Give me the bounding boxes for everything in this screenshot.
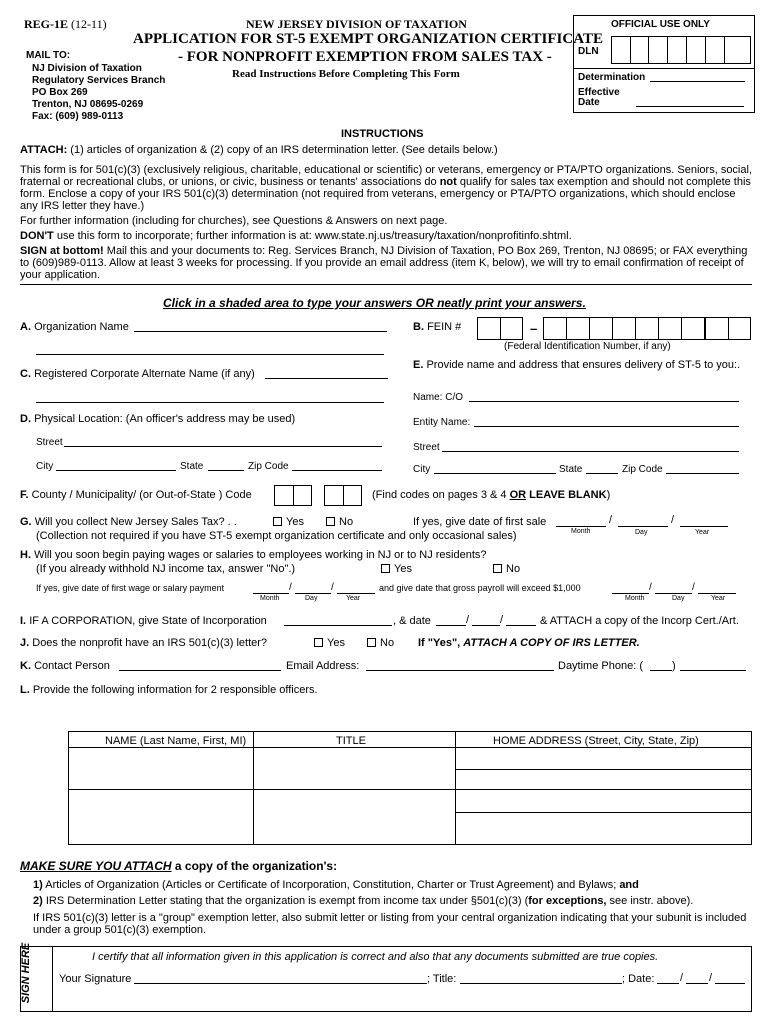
field-b-text: FEIN # [427, 321, 462, 333]
payroll-month[interactable] [612, 593, 649, 594]
field-k-label [20, 660, 110, 672]
date-slash: / [466, 614, 470, 626]
sign-text: Mail this and your documents to: Reg. Services Branch, NJ Division of Taxation, PO Box 269, Trenton, NJ 08695; or FAX everything to (609)989-0113. Allow at least 3 weeks for processing. If you provide an email address (item K, below), we will try to email confirmation of receipt of your application. [20, 245, 748, 281]
f-note-leave-blank: LEAVE BLANK [526, 489, 607, 501]
date-slash: / [709, 972, 713, 984]
sign-here-label: SIGN HERE [20, 942, 32, 1004]
mail-line: Fax: (609) 989-0113 [32, 111, 124, 122]
official-use-title: OFFICIAL USE ONLY [611, 19, 710, 30]
dln-divider [630, 36, 631, 64]
item-number: 2) [33, 895, 43, 907]
payroll-year[interactable] [698, 593, 736, 594]
i-attach-label: & ATTACH a copy of the Incorp Cert./Art. [540, 615, 739, 627]
contact-person-field[interactable] [119, 670, 281, 671]
field-letter: K. [20, 660, 31, 672]
mail-address [32, 63, 165, 123]
fein-divider [635, 317, 636, 340]
effective-date-line [636, 106, 744, 107]
click-instruction: Click in a shaded area to type your answers OR neatly print your answers. [163, 296, 586, 310]
physical-zip-field[interactable] [292, 470, 382, 471]
attach-instruction [20, 144, 752, 156]
dln-divider [648, 36, 649, 64]
sign-label: SIGN at bottom! [20, 245, 104, 257]
payroll-day[interactable] [655, 593, 692, 594]
attach-heading [20, 859, 337, 873]
yes-label: Yes [286, 516, 304, 528]
yes-label: Yes [394, 563, 412, 575]
officer-2-name-cell[interactable] [70, 791, 252, 843]
mail-line: PO Box 269 [32, 87, 88, 98]
f-note-text: (Find codes on pages 3 & 4 [372, 489, 510, 501]
state-of-incorporation-field[interactable] [284, 625, 392, 626]
yes-label: Yes [327, 637, 345, 649]
signature-field[interactable] [134, 983, 427, 984]
municipality-divider [343, 485, 344, 506]
officer-2-title-cell[interactable] [255, 791, 454, 843]
item-1-and: and [619, 879, 639, 891]
attach-heading-rest: a copy of the organization's: [171, 859, 338, 873]
j-yes-checkbox[interactable] [314, 638, 323, 647]
item-2-exceptions: for exceptions, [528, 895, 607, 907]
email-field[interactable] [366, 670, 554, 671]
first-wage-day[interactable] [295, 593, 331, 594]
g-no-checkbox[interactable] [326, 517, 335, 526]
fein-divider [500, 317, 501, 340]
physical-city-label: City [36, 461, 54, 472]
field-l-label [20, 684, 318, 696]
officer-1-title-cell[interactable] [255, 749, 454, 788]
field-letter: G. [20, 516, 32, 528]
attach-label: ATTACH: [20, 144, 68, 156]
mail-to-label: MAIL TO: [26, 50, 71, 61]
form-subtitle: - FOR NONPROFIT EXEMPTION FROM SALES TAX - [178, 49, 552, 65]
first-wage-month[interactable] [253, 593, 289, 594]
j-ifyes [418, 637, 640, 649]
j-no-option[interactable] [367, 637, 394, 649]
delivery-street-field[interactable] [442, 451, 739, 452]
field-e-text: Provide name and address that ensures delivery of ST-5 to you:. [426, 359, 741, 371]
field-f-label [20, 489, 252, 501]
field-f-note [372, 489, 610, 501]
officer-1-address-cell[interactable] [457, 749, 751, 788]
sign-month-field[interactable] [657, 983, 679, 984]
dont-text: use this form to incorporate; further information is at: www.state.nj.us/treasury/taxation/nonprofitinfo.shtml. [53, 230, 572, 242]
organization-name-field-2[interactable] [36, 354, 384, 355]
phone-label: Daytime Phone: ( [558, 660, 643, 672]
certify-statement: I certify that all information given in this application is correct and also that any documents submitted are true copies. [92, 951, 659, 963]
instructions-heading: INSTRUCTIONS [341, 128, 424, 140]
officers-row-rule [68, 789, 752, 790]
delivery-name-field[interactable] [469, 401, 739, 402]
sign-instruction [20, 245, 752, 281]
h-sub: (If you already withhold NJ income tax, answer "No".) [36, 563, 296, 575]
field-d-text: Physical Location: (An officer's address may be used) [34, 413, 296, 425]
year-caption: Year [695, 529, 710, 536]
eligibility-text-2: qualify for sales tax exemption and should not complete this form. Enclose a copy of your IRS 501(c)(3) determination (not required from veterans, emergency or PTA/PTO organizations, which should enclose any IRS letter they have.) [20, 176, 751, 212]
dln-divider [667, 36, 668, 64]
j-ifyes-text: If "Yes", [418, 637, 464, 649]
f-note-or: OR [509, 489, 527, 501]
day-caption: Day [635, 529, 648, 536]
g-note: (Collection not required if you have ST-5 exempt organization certificate and only occasional sales) [36, 530, 517, 542]
no-label: No [339, 516, 354, 528]
alternate-name-field[interactable] [265, 378, 388, 379]
mail-line: NJ Division of Taxation [32, 63, 142, 74]
physical-state-field[interactable] [208, 470, 244, 471]
fein-dash: – [530, 321, 538, 336]
field-g-label [20, 516, 237, 528]
entity-name-field[interactable] [474, 426, 739, 427]
field-l-text: Provide the following information for 2 responsible officers. [32, 684, 318, 696]
effective-text: Effective [578, 87, 620, 98]
first-sale-year[interactable] [680, 526, 728, 527]
field-a-label [20, 321, 129, 333]
date-slash: / [289, 582, 292, 593]
further-info: For further information (including for churches), see Questions & Answers on next page. [20, 215, 448, 227]
mail-line: Trenton, NJ 08695-0269 [32, 99, 144, 110]
field-d-label [20, 413, 295, 425]
dln-label: DLN [578, 46, 599, 57]
date-slash: / [671, 514, 675, 526]
attach-item-1 [33, 879, 639, 891]
year-caption: Year [711, 595, 726, 602]
item-number: 1) [33, 879, 43, 891]
date-slash: / [680, 972, 684, 984]
field-c-text: Registered Corporate Alternate Name (if any) [34, 368, 255, 380]
email-label: Email Address: [286, 660, 360, 672]
f-note-close: ) [606, 489, 611, 501]
field-j-text: Does the nonprofit have an IRS 501(c)(3) letter? [32, 637, 268, 649]
field-h-label [20, 549, 487, 561]
eligibility-not: not [439, 176, 457, 188]
field-letter: A. [20, 321, 31, 333]
item-1-text: Articles of Organization (Articles or Certificate of Incorporation, Constitution, Charter or Trust Agreement) and Bylaws; [45, 879, 620, 891]
incorp-day[interactable] [472, 625, 500, 626]
determination-label: Determination [578, 72, 646, 83]
officers-col-rule [253, 731, 254, 845]
g-yes-checkbox[interactable] [273, 517, 282, 526]
officers-header-name: NAME (Last Name, First, MI) [105, 735, 247, 747]
sign-year-field[interactable] [715, 983, 745, 984]
officers-header-rule [68, 747, 752, 748]
year-caption: Year [346, 595, 361, 602]
effective-date-label [578, 88, 620, 108]
fein-divider [589, 317, 590, 340]
i-date-label: , & date [393, 615, 431, 627]
physical-state-label: State [180, 461, 204, 472]
attach-text: (1) articles of organization & (2) copy of an IRS determination letter. (See details below.) [67, 144, 498, 156]
physical-zip-label: Zip Code [248, 461, 289, 472]
item-2-text-end: see instr. above). [606, 895, 694, 907]
h-yes-checkbox[interactable] [381, 564, 390, 573]
h-no-option[interactable] [493, 563, 520, 575]
dont-instruction [20, 230, 752, 242]
sign-divider [52, 946, 53, 1012]
delivery-zip-label: Zip Code [622, 464, 663, 475]
fein-caption: (Federal Identification Number, if any) [504, 341, 671, 352]
field-i-text: IF A CORPORATION, give State of Incorporation [29, 615, 267, 627]
j-attach-irs: ATTACH A COPY OF IRS LETTER. [463, 637, 640, 649]
month-caption: Month [625, 595, 645, 602]
attach-heading-text: MAKE SURE YOU ATTACH [20, 859, 172, 873]
field-j-label [20, 637, 267, 649]
g-ifyes-label: If yes, give date of first sale [413, 516, 547, 528]
first-sale-day[interactable] [618, 526, 668, 527]
h-first-wage-label: If yes, give date of first wage or salary payment [36, 583, 225, 593]
organization-name-field[interactable] [134, 331, 387, 332]
month-caption: Month [260, 595, 280, 602]
delivery-state-label: State [559, 464, 583, 475]
officer-1-name-cell[interactable] [70, 749, 252, 788]
delivery-zip-field[interactable] [666, 473, 739, 474]
mail-line: Regulatory Services Branch [32, 75, 166, 86]
dln-boxes [611, 36, 751, 64]
agency-name: NEW JERSEY DIVISION OF TAXATION [246, 17, 467, 31]
official-divider [573, 68, 755, 69]
field-letter: E. [413, 359, 424, 371]
j-no-checkbox[interactable] [367, 638, 376, 647]
field-e-label [413, 359, 753, 371]
officers-header-address: HOME ADDRESS (Street, City, State, Zip) [493, 735, 699, 747]
alternate-name-field-2[interactable] [36, 402, 384, 403]
section-divider [20, 284, 752, 285]
officers-col-rule [455, 731, 456, 845]
first-sale-month[interactable] [556, 526, 606, 527]
field-letter: H. [20, 549, 31, 561]
title-label: ; Title: [427, 973, 457, 985]
h-yes-option[interactable] [381, 563, 412, 575]
eligibility-text: This form is for 501(c)(3) (exclusively religious, charitable, educational or scientific) or veterans, emergency or PTA/PTO organizations. Seniors, social, fraternal or recreational clubs, or unions, or civic, business or tenants' associations do [20, 164, 752, 188]
delivery-name-label: Name: C/O [413, 392, 464, 403]
g-yes-option[interactable] [273, 516, 304, 528]
dln-divider [724, 36, 725, 64]
fein-divider [612, 317, 613, 340]
fein-divider [658, 317, 659, 340]
first-wage-year[interactable] [337, 593, 375, 594]
g-no-option[interactable] [326, 516, 353, 528]
delivery-street-label: Street [413, 442, 440, 453]
field-a-text: Organization Name [34, 321, 129, 333]
form-date: (12-11) [71, 17, 107, 31]
sign-day-field[interactable] [686, 983, 708, 984]
no-label: No [380, 637, 395, 649]
form-title: APPLICATION FOR ST-5 EXEMPT ORGANIZATION CERTIFICATE [133, 31, 603, 47]
day-caption: Day [305, 595, 318, 602]
field-b-label [413, 321, 461, 333]
form-id [24, 17, 107, 32]
field-h-text: Will you soon begin paying wages or salaries to employees working in NJ or to NJ residents? [34, 549, 487, 561]
dont-label: DON'T [20, 230, 54, 242]
incorp-month[interactable] [436, 625, 466, 626]
group-exemption-note: If IRS 501(c)(3) letter is a "group" exemption letter, also submit letter or listing from your central organization indicating that your subunit is included under a group 501(c)(3) exemption. [33, 912, 747, 936]
physical-street-field[interactable] [64, 446, 382, 447]
field-letter: B. [413, 321, 424, 333]
date-slash: / [331, 582, 334, 593]
date-slash: / [692, 582, 695, 593]
delivery-city-label: City [413, 464, 431, 475]
read-instructions: Read Instructions Before Completing This Form [232, 68, 460, 80]
officer-2-address-cell[interactable] [457, 791, 751, 843]
physical-city-field[interactable] [56, 470, 176, 471]
determination-line [650, 81, 745, 82]
fein-divider [681, 317, 682, 340]
h-payroll-label: and give date that gross payroll will exceed $1,000 [379, 583, 581, 593]
signer-title-field[interactable] [460, 983, 622, 984]
signature-label: Your Signature [59, 973, 132, 985]
field-letter: J. [20, 637, 30, 649]
field-k-text: Contact Person [34, 660, 110, 672]
date-text: Date [578, 97, 600, 108]
phone-paren-close: ) [672, 660, 676, 672]
delivery-city-field[interactable] [434, 473, 556, 474]
delivery-state-field[interactable] [586, 473, 618, 474]
sign-date-label: ; Date: [622, 973, 655, 985]
field-letter: I. [20, 615, 27, 627]
field-c-label [20, 368, 255, 380]
fein-divider [566, 317, 567, 340]
field-letter: D. [20, 413, 31, 425]
field-f-text: County / Municipality/ (or Out-of-State ) Code [31, 489, 252, 501]
date-slash: / [609, 514, 613, 526]
phone-number-field[interactable] [680, 670, 746, 671]
field-letter: L. [20, 684, 30, 696]
field-i-label [20, 615, 267, 627]
date-slash: / [649, 582, 652, 593]
dln-divider [686, 36, 687, 64]
form-id-text: REG-1E [24, 17, 69, 31]
h-no-checkbox[interactable] [493, 564, 502, 573]
field-letter: C. [20, 368, 31, 380]
field-letter: F. [20, 489, 29, 501]
no-label: No [506, 563, 521, 575]
j-yes-option[interactable] [314, 637, 345, 649]
field-g-text: Will you collect New Jersey Sales Tax? . . [34, 516, 237, 528]
entity-name-label: Entity Name: [413, 417, 471, 428]
physical-street-label: Street [36, 437, 63, 448]
county-divider [293, 485, 294, 506]
incorp-year[interactable] [506, 625, 536, 626]
day-caption: Day [672, 595, 685, 602]
fein-divider [728, 317, 729, 340]
dln-divider [705, 36, 706, 64]
eligibility-paragraph [20, 164, 752, 212]
item-2-text: IRS Determination Letter stating that the organization is exempt from income tax under §501(c)(3) ( [45, 895, 529, 907]
attach-item-2 [33, 895, 693, 907]
phone-area-code-field[interactable] [650, 670, 672, 671]
date-slash: / [500, 614, 504, 626]
month-caption: Month [571, 528, 591, 535]
officers-header-title: TITLE [336, 735, 366, 747]
